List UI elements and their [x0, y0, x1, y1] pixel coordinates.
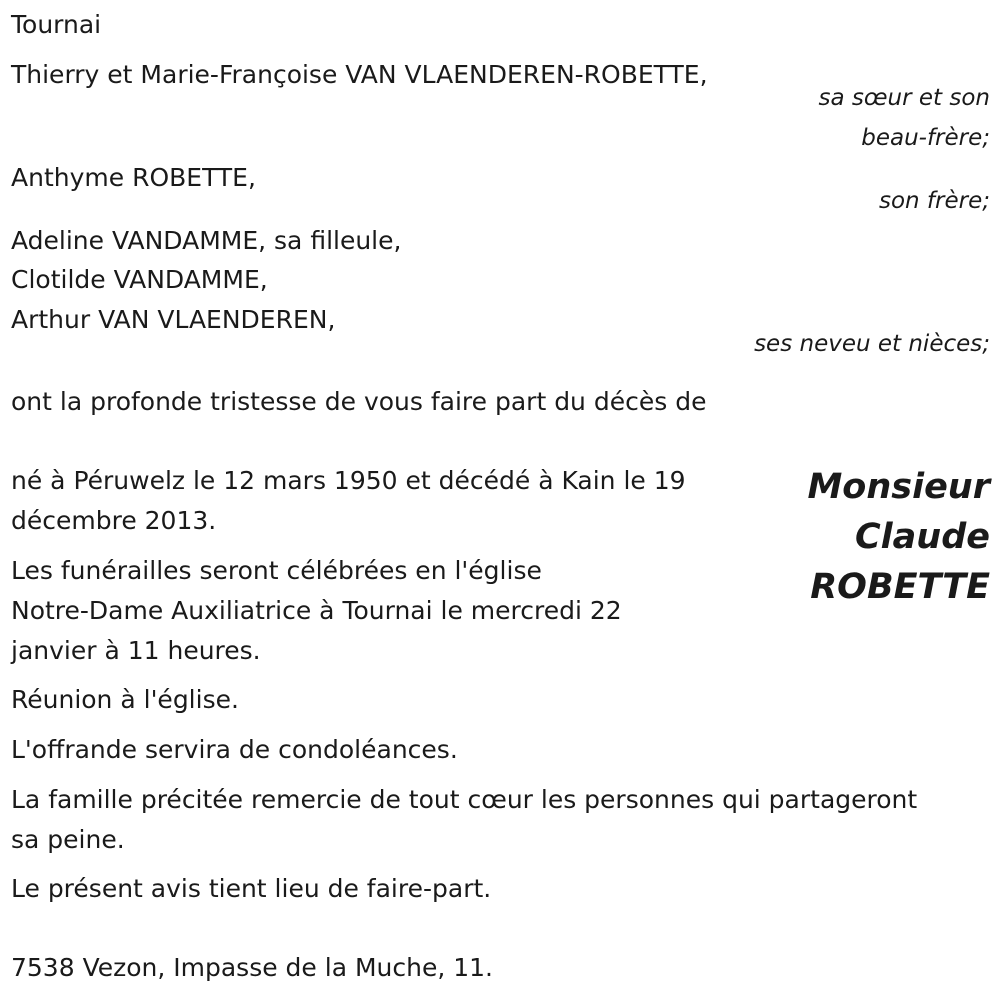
deceased-title: Monsieur: [807, 467, 990, 507]
family-sister-relation-line2: beau-frère;: [861, 125, 990, 151]
family-sister-relation-line1: sa sœur et son: [818, 85, 990, 111]
deceased-first-name: Claude: [854, 517, 990, 557]
place-heading: Tournai: [11, 10, 102, 39]
funeral-line3: janvier à 11 heures.: [11, 636, 261, 665]
meeting-text: Réunion à l'église.: [11, 685, 239, 714]
family-brother-relation: son frère;: [878, 188, 990, 214]
funeral-line2: Notre-Dame Auxiliatrice à Tournai le mercredi 22: [11, 596, 622, 625]
thanks-line2: sa peine.: [11, 825, 125, 854]
birth-death-line1: né à Péruwelz le 12 mars 1950 et décédé à Kain le 19: [11, 466, 686, 495]
thanks-line1: La famille précitée remercie de tout cœur les personnes qui partageront: [11, 785, 918, 814]
notice-text: Le présent avis tient lieu de faire-part.: [11, 874, 492, 903]
family-niece-adeline: Adeline VANDAMME, sa filleule,: [11, 226, 402, 255]
deceased-name-block: [730, 462, 990, 612]
family-nephews-relation: ses neveu et nièces;: [754, 331, 990, 357]
birth-death-line2: décembre 2013.: [11, 506, 217, 535]
family-niece-clotilde: Clotilde VANDAMME,: [11, 265, 268, 294]
deceased-last-name: ROBETTE: [810, 567, 990, 607]
funeral-line1: Les funérailles seront célébrées en l'église: [11, 556, 542, 585]
address-text: 7538 Vezon, Impasse de la Muche, 11.: [11, 953, 494, 982]
announcement-text: ont la profonde tristesse de vous faire part du décès de: [11, 387, 707, 416]
family-sister-names: Thierry et Marie-Françoise VAN VLAENDEREN-ROBETTE,: [11, 60, 708, 89]
family-brother-names: Anthyme ROBETTE,: [11, 163, 256, 192]
offering-text: L'offrande servira de condoléances.: [11, 735, 458, 764]
family-nephew-arthur: Arthur VAN VLAENDEREN,: [11, 305, 336, 334]
